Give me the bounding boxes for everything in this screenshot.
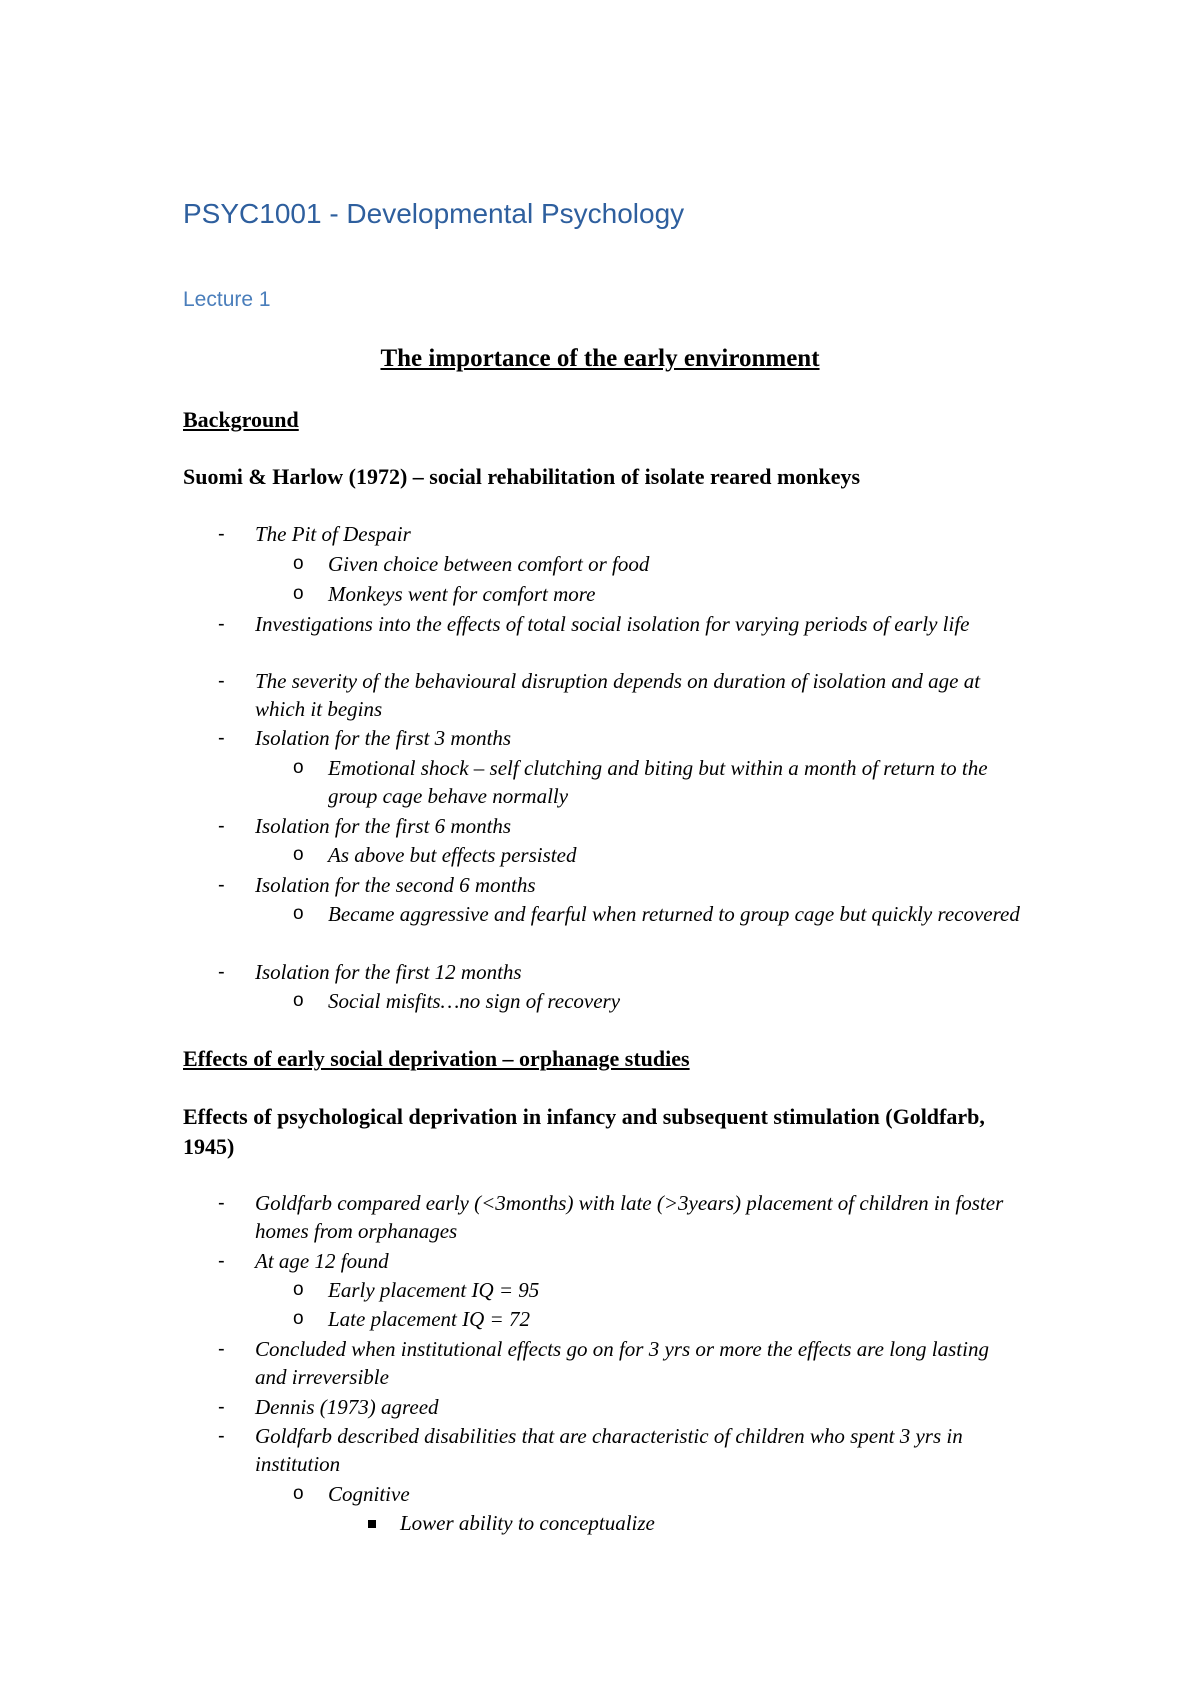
background-heading: Background xyxy=(183,407,299,432)
square-bullet-icon xyxy=(368,1520,376,1528)
dash-bullet: - xyxy=(218,961,225,983)
orphanage-heading: Effects of early social deprivation – orphanage studies xyxy=(183,1046,690,1071)
dash-bullet: - xyxy=(218,727,225,749)
lecture-label: Lecture 1 xyxy=(183,288,271,311)
list-item: Goldfarb compared early (<3months) with late (>3years) placement of children in foster homes from orphanages xyxy=(255,1191,1004,1243)
list-item: Monkeys went for comfort more xyxy=(328,582,596,606)
dash-bullet: - xyxy=(218,815,225,837)
list-item: Isolation for the first 3 months xyxy=(255,726,512,750)
section-title: The importance of the early environment xyxy=(380,345,820,372)
dash-bullet: - xyxy=(218,1425,225,1447)
list-item: Isolation for the first 6 months xyxy=(255,814,512,838)
list-item: Late placement IQ = 72 xyxy=(328,1307,530,1331)
list-item: Emotional shock – self clutching and biting but within a month of return to the group cage behave normally xyxy=(328,756,988,808)
circle-bullet: o xyxy=(293,1279,304,1300)
list-item: At age 12 found xyxy=(255,1249,389,1273)
dash-bullet: - xyxy=(218,1396,225,1418)
circle-bullet: o xyxy=(293,1483,304,1504)
list-item: Investigations into the effects of total social isolation for varying periods of early life xyxy=(255,612,970,636)
suomi-harlow-heading: Suomi & Harlow (1972) – social rehabilitation of isolate reared monkeys xyxy=(183,464,861,489)
circle-bullet: o xyxy=(293,757,304,778)
list-item: The severity of the behavioural disruption depends on duration of isolation and age at which it begins xyxy=(255,669,981,721)
list-item: Given choice between comfort or food xyxy=(328,552,650,576)
circle-bullet: o xyxy=(293,1308,304,1329)
list-item: Social misfits…no sign of recovery xyxy=(328,989,621,1013)
dash-bullet: - xyxy=(218,523,225,545)
list-item: Early placement IQ = 95 xyxy=(328,1278,540,1302)
circle-bullet: o xyxy=(293,583,304,604)
goldfarb-heading: Effects of psychological deprivation in infancy and subsequent stimulation (Goldfarb, 1945) xyxy=(183,1104,985,1159)
list-item: As above but effects persisted xyxy=(328,843,577,867)
dash-bullet: - xyxy=(218,874,225,896)
list-item: Isolation for the second 6 months xyxy=(255,873,536,897)
dash-bullet: - xyxy=(218,1192,225,1214)
dash-bullet: - xyxy=(218,613,225,635)
list-item: The Pit of Despair xyxy=(255,522,411,546)
dash-bullet: - xyxy=(218,670,225,692)
list-item: Lower ability to conceptualize xyxy=(400,1511,655,1535)
list-item: Concluded when institutional effects go on for 3 yrs or more the effects are long lasting and irreversible xyxy=(255,1337,989,1389)
circle-bullet: o xyxy=(293,903,304,924)
dash-bullet: - xyxy=(218,1338,225,1360)
document-title: PSYC1001 - Developmental Psychology xyxy=(183,198,685,229)
dash-bullet: - xyxy=(218,1250,225,1272)
circle-bullet: o xyxy=(293,990,304,1011)
circle-bullet: o xyxy=(293,844,304,865)
list-item: Dennis (1973) agreed xyxy=(255,1395,439,1419)
list-item: Isolation for the first 12 months xyxy=(255,960,522,984)
circle-bullet: o xyxy=(293,553,304,574)
list-item: Goldfarb described disabilities that are characteristic of children who spent 3 yrs in institution xyxy=(255,1424,963,1476)
list-item: Became aggressive and fearful when returned to group cage but quickly recovered xyxy=(328,902,1020,926)
list-item: Cognitive xyxy=(328,1482,410,1506)
